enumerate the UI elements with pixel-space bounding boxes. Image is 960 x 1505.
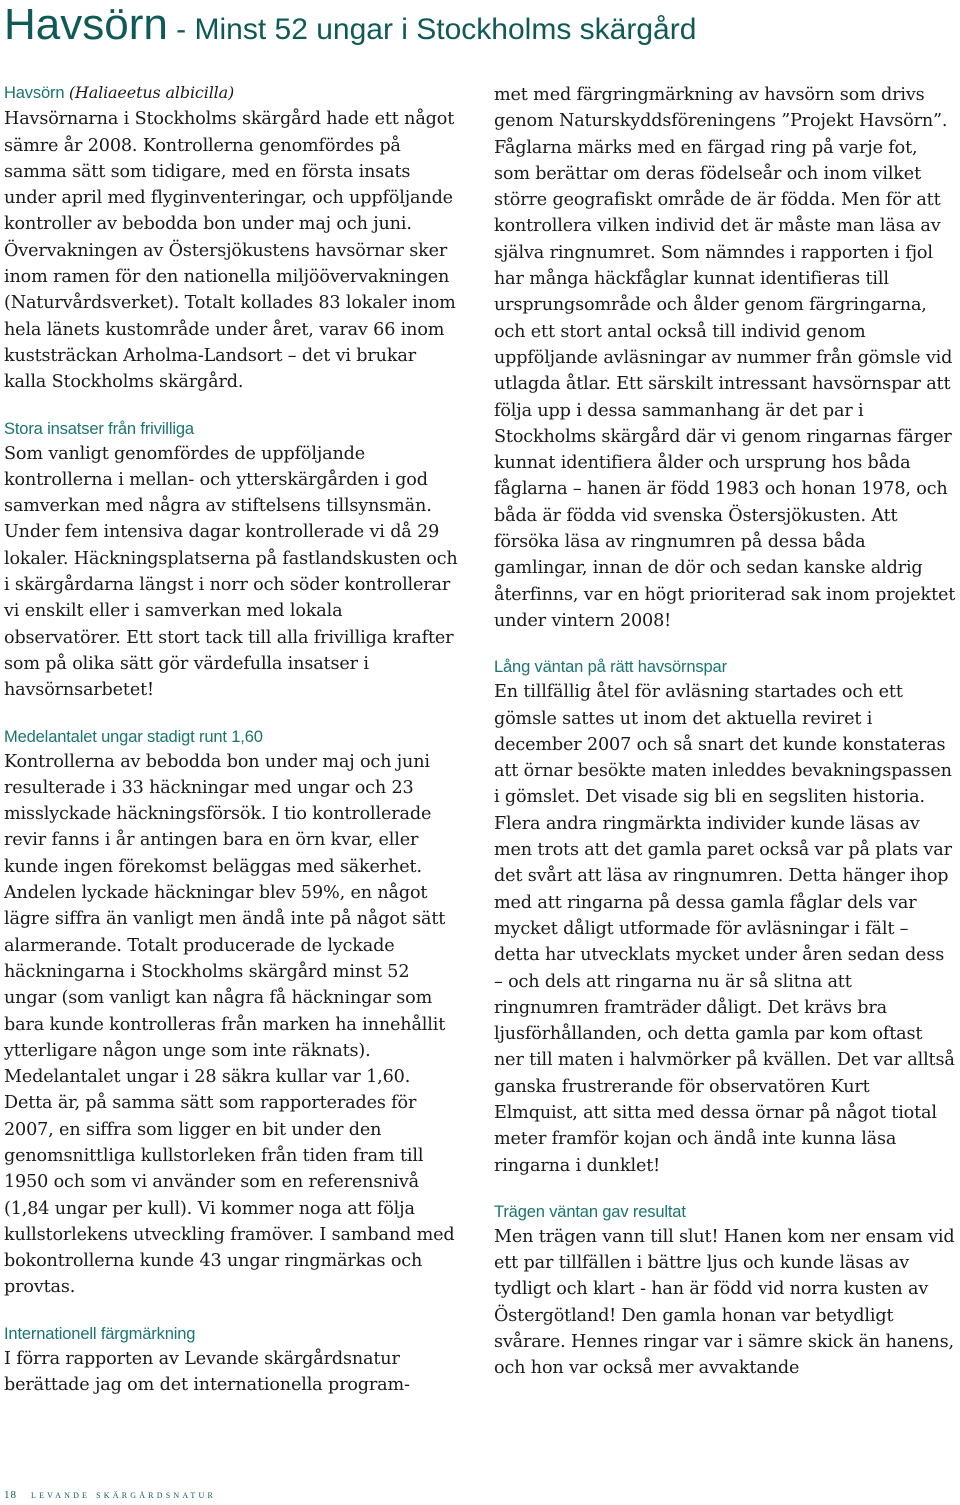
section-heading-result: Trägen väntan gav resultat	[494, 1202, 686, 1221]
paragraph-average: Kontrollerna av bebodda bon under maj och juni resulterade i 33 häckningar med ungar och 23 misslyckade häckningsförsök. I tio kontrollerade revir fanns i år antingen bara en örn kvar, eller kunde ingen förekomst beläggas med säkerhet. Andelen lyckade häckningar blev 59%, en något lägre siffra än vanligt men ändå inte på något sätt alarmerande. Totalt producerade de lyckade häckningarna i Stockholms skärgård minst 52 ungar (som vanligt kan några få häckningar som bara kunde kontrolleras från marken ha innehållit ytterligare någon unge som inte räknats). Medelantalet ungar i 28 säkra kullar var 1,60. Detta är, på samma sätt som rapporterades för 2007, en siffra som ligger en bit under den genomsnittliga kullstorleken från tiden fram till 1950 och som vi använder som en referensnivå (1,84 ungar per kull). Vi kommer noga att följa kullstorlekens utveckling framöver. I samband med bokontrollerna kunde 43 ungar ringmärkas och provtas.	[4, 751, 455, 1298]
page-number: 18	[4, 1489, 17, 1501]
left-column	[4, 80, 462, 1398]
paragraph-result: Men trägen vann till slut! Hanen kom ner ensam vid ett par tillfällen i bättre ljus och kunde läsas av tydligt och klart - han är född vid norra kusten av Östergötland! Den gamla honan var betydligt svårare. Hennes ringar var i sämre skick än hanens, och hon var också mer avvaktande	[494, 1226, 955, 1379]
title-subtitle: - Minst 52 ungar i Stockholms skärgård	[167, 13, 697, 46]
intro-heading	[4, 80, 462, 106]
paragraph-long-wait: En tillfällig åtel för avläsning startades och ett gömsle sattes ut inom det aktuella reviret i december 2007 och så snart det kunde konstateras att örnar besökte maten inleddes bevakningspassen i gömslet. Det visade sig bli en segsliten historia. Flera andra ringmärkta individer kunde läsas av men trots att det gamla paret också var på plats var det svårt att läsa av ringnumren. Detta hänger ihop med att ringarna på dessa gamla fåglar dels var mycket dåligt utformade för avläsningar i fält – detta har utvecklats mycket under åren sedan dess – och dels att ringarna nu är så slitna att ringnumren framträder dåligt. Det krävs bra ljusförhållanden, och detta gamla par kom oftast ner till maten i halvmörker på kvällen. Det var alltså ganska frustrerande för observatören Kurt Elmquist, att sitta med dessa örnar på något tiotal meter framför kojan och ändå inte kunna läsa ringarna i dunklet!	[494, 682, 955, 1176]
section-heading-average: Medelantalet ungar stadigt runt 1,60	[4, 727, 263, 746]
paragraph-intro: Havsörnarna i Stockholms skärgård hade ett något sämre år 2008. Kontrollerna genomfördes på samma sätt som tidigare, med en första insats under april med flyginventeringar, och uppföljande kontroller av bebodda bon under maj och juni. Övervakningen av Östersjökustens havsörnar sker inom ramen för den nationella miljöövervakningen (Naturvårdsverket). Totalt kollades 83 lokaler inom hela länets kustområde under året, varav 66 inom kuststräckan Arholma-Landsort – det vi brukar kalla Stockholms skärgård.	[4, 109, 456, 393]
intro-label: Havsörn	[4, 84, 65, 102]
section-heading-long-wait: Lång väntan på rätt havsörnspar	[494, 658, 727, 677]
right-column	[494, 82, 956, 1382]
intro-latin-name: (Haliaeetus albicilla)	[68, 83, 235, 102]
paragraph-colormarking-cont: met med färgringmärkning av havsörn som drivs genom Naturskyddsföreningens ”Projekt Havsörn”. Fåglarna märks med en färgad ring på varje fot, som berättar om deras födelseår och inom vilket större geografiskt område de är födda. Men för att kontrollera vilken individ det är måste man läsa av själva ringnumret. Som nämndes i rapporten i fjol har många häckfåglar kunnat identifieras till ursprungsområde och ålder genom färgringarna, och ett stort antal också till individ genom uppföljande avläsningar av nummer från gömsle vid utlagda åtlar. Ett särskilt intressant havsörnspar att följa upp i dessa sammanhang är det par i Stockholms skärgård där vi genom ringarnas färger kunnat identifiera ålder och ursprung hos båda fåglarna – hanen är född 1983 och honan 1978, och båda är födda vid svenska Östersjökusten. Att försöka läsa av ringnumren på dessa båda gamlingar, innan de dör och sedan kanske aldrig återfinns, var en högt prioriterad sak inom projektet under vintern 2008!	[494, 85, 956, 631]
magazine-name: levande skärgårdsnatur	[31, 1489, 217, 1501]
page-footer	[4, 1489, 216, 1501]
title-main: Havsörn	[4, 0, 168, 49]
section-heading-colormarking: Internationell färgmärkning	[4, 1324, 196, 1343]
paragraph-colormarking: I förra rapporten av Levande skärgårdsnatur berättade jag om det internationella program-	[4, 1348, 410, 1396]
page-title	[4, 0, 696, 50]
paragraph-volunteers: Som vanligt genomfördes de uppföljande kontrollerna i mellan- och ytterskärgården i god samverkan med några av stiftelsens tillsynsmän. Under fem intensiva dagar kontrollerade vi då 29 lokaler. Häckningsplatserna på fastlandskusten och i skärgårdarna längst i norr och söder kontrollerar vi enskilt eller i samverkan med lokala observatörer. Ett stort tack till alla frivilliga krafter som på olika sätt gör värdefulla insatser i havsörnsarbetet!	[4, 443, 458, 701]
section-heading-volunteers: Stora insatser från frivilliga	[4, 419, 194, 438]
